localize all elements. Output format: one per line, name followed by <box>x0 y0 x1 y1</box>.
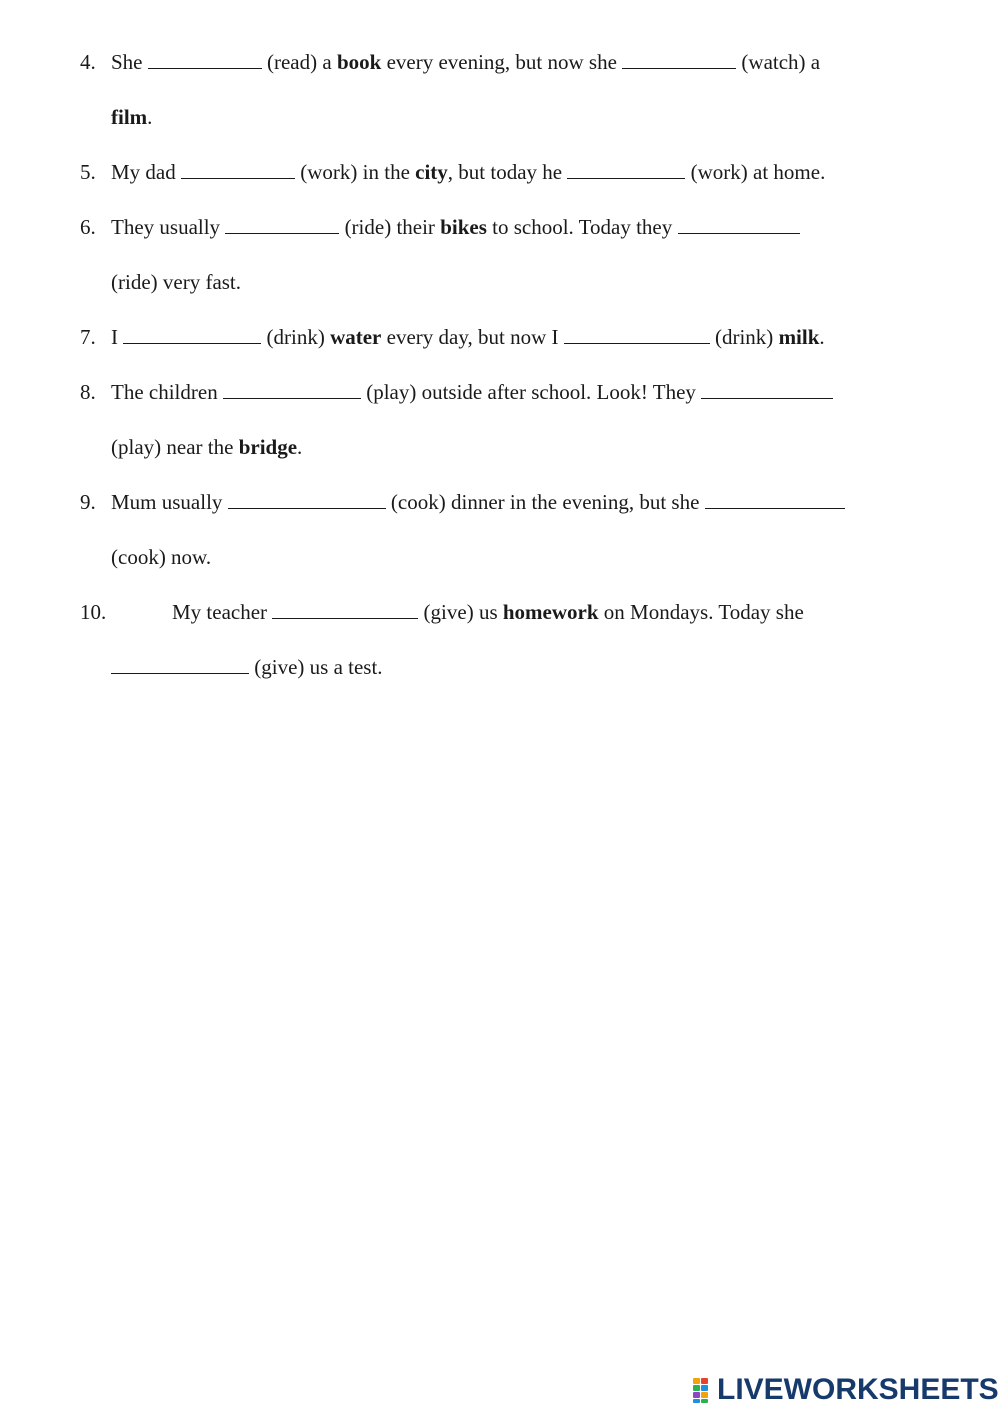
answer-blank[interactable] <box>272 598 418 619</box>
question-number: 8. <box>80 380 96 404</box>
question-number: 7. <box>80 325 96 349</box>
question-number: 9. <box>80 490 96 514</box>
question-number: 6. <box>80 215 96 239</box>
question-text: My dad (work) in the city, but today he (work) at home. <box>111 160 826 184</box>
question-number: 4. <box>80 50 96 74</box>
answer-blank[interactable] <box>123 323 261 344</box>
question-text: They usually (ride) their bikes to school. Today they <box>111 212 800 242</box>
answer-blank[interactable] <box>225 213 339 234</box>
liveworksheets-logo <box>693 1372 999 1408</box>
answer-blank[interactable] <box>228 488 386 509</box>
answer-blank[interactable] <box>111 653 249 674</box>
question-text: (play) near the bridge. <box>111 435 303 459</box>
question-text: She (read) a book every evening, but now she (watch) a <box>111 50 821 74</box>
answer-blank[interactable] <box>567 158 685 179</box>
question-number: 5. <box>80 160 96 184</box>
brand-name: LIVEWORKSHEETS <box>717 1373 999 1406</box>
question-text: My teacher (give) us homework on Mondays. Today she <box>172 600 804 624</box>
question-text: The children (play) outside after school. Look! They <box>111 377 833 407</box>
answer-blank[interactable] <box>701 378 833 399</box>
question-text: (cook) now. <box>111 545 212 569</box>
answer-blank[interactable] <box>564 323 710 344</box>
answer-blank[interactable] <box>148 48 262 69</box>
answer-blank[interactable] <box>705 488 845 509</box>
question-text: film. <box>111 105 153 129</box>
question-text: Mum usually (cook) dinner in the evening, but she <box>111 487 845 517</box>
question-text: (give) us a test. <box>111 652 383 682</box>
question-text: I (drink) water every day, but now I (drink) milk. <box>111 325 825 349</box>
question-text: (ride) very fast. <box>111 270 242 294</box>
answer-blank[interactable] <box>181 158 295 179</box>
liveworksheets-logo-icon <box>693 1376 715 1404</box>
answer-blank[interactable] <box>678 213 800 234</box>
answer-blank[interactable] <box>223 378 361 399</box>
question-number: 10. <box>80 600 107 624</box>
answer-blank[interactable] <box>622 48 736 69</box>
